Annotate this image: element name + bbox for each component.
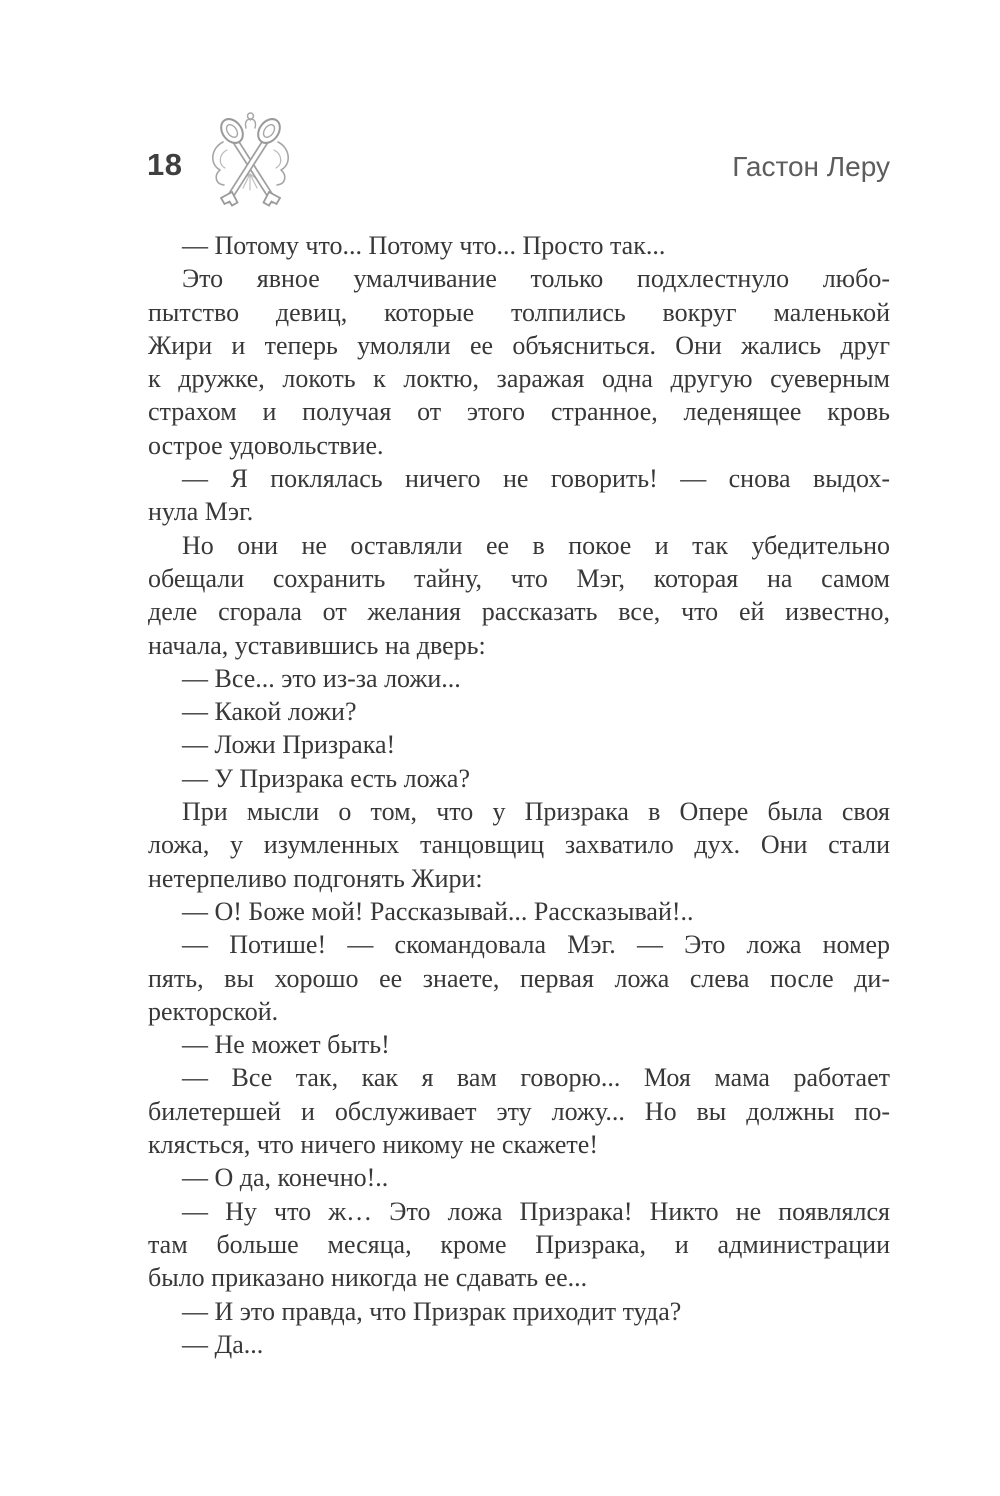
text-line: Но они не оставляли ее в покое и так убедительно — [182, 530, 890, 560]
text-line: — Ну что ж… Это ложа Призрака! Никто не появлялся — [182, 1196, 890, 1226]
paragraph — [148, 1028, 890, 1061]
page-number: 18 — [147, 147, 183, 182]
text-line: — Не может быть! — [182, 1030, 390, 1060]
paragraph — [148, 928, 890, 1028]
text-line: — У Призрака есть ложа? — [182, 763, 471, 793]
text-line: там больше месяца, кроме Призрака, и администрации — [148, 1229, 890, 1259]
text-line: — Все так, как я вам говорю... Моя мама работает — [182, 1063, 890, 1093]
text-line: — О да, конечно!.. — [182, 1163, 389, 1193]
text-line: ложа, у изумленных танцовщиц захватило дух. Они стали — [148, 830, 890, 860]
text-line: — Потише! — скомандовала Мэг. — Это ложа номер — [182, 930, 890, 960]
text-line: — Все... это из-за ложи... — [182, 663, 461, 693]
text-line: — Ложи Призрака! — [182, 730, 396, 760]
paragraph — [148, 662, 890, 695]
text-line: начала, уставившись на дверь: — [148, 630, 486, 660]
text-line: — О! Боже мой! Рассказывай... Рассказывай!.. — [182, 896, 694, 926]
paragraph — [148, 1161, 890, 1194]
text-line: нетерпеливо подгонять Жири: — [148, 863, 483, 893]
paragraph — [148, 795, 890, 895]
text-line: ректорской. — [148, 996, 279, 1026]
text-line: — Я поклялась ничего не говорить! — снова выдох- — [182, 464, 890, 494]
text-line: билетершей и обслуживает эту ложу... Но вы должны по- — [148, 1096, 890, 1126]
text-line: — Потому что... Потому что... Просто так... — [182, 231, 666, 260]
paragraph — [148, 1061, 890, 1161]
paragraph — [148, 762, 890, 795]
paragraph — [148, 695, 890, 728]
text-line: Это явное умалчивание только подхлестнуло любо- — [182, 264, 890, 294]
paragraph — [148, 1295, 890, 1328]
paragraph — [148, 462, 890, 529]
crossed-keys-icon — [203, 108, 298, 218]
paragraph — [148, 529, 890, 662]
text-line: клясться, что ничего никому не скажете! — [148, 1130, 598, 1160]
text-line: — И это правда, что Призрак приходит туда? — [182, 1296, 682, 1326]
text-line: Жири и теперь умоляли ее объясниться. Они жались друг — [148, 330, 890, 360]
text-line: обещали сохранить тайну, что Мэг, которая на самом — [148, 563, 890, 593]
paragraph — [148, 1328, 890, 1361]
text-line: — Да... — [182, 1329, 264, 1359]
text-line: к дружке, локоть к локтю, заражая одна другую суеверным — [148, 364, 890, 394]
text-line: пять, вы хорошо ее знаете, первая ложа слева после ди- — [148, 963, 890, 993]
paragraph — [148, 262, 890, 462]
page-body — [148, 229, 890, 1361]
text-line: страхом и получая от этого странное, леденящее кровь — [148, 397, 890, 427]
paragraph — [148, 1195, 890, 1295]
text-line: острое удовольствие. — [148, 430, 384, 460]
paragraph — [148, 728, 890, 761]
running-header-author: Гастон Леру — [732, 151, 890, 182]
paragraph — [148, 229, 890, 262]
paragraph — [148, 895, 890, 928]
text-line: пытство девиц, которые толпились вокруг маленькой — [148, 297, 890, 327]
text-line: нула Мэг. — [148, 497, 254, 527]
text-line: было приказано никогда не сдавать ее... — [148, 1263, 588, 1293]
text-line: — Какой ложи? — [182, 697, 357, 727]
text-line: деле сгорала от желания рассказать все, что ей известно, — [148, 597, 890, 627]
text-line: При мысли о том, что у Призрака в Опере была своя — [182, 797, 890, 827]
